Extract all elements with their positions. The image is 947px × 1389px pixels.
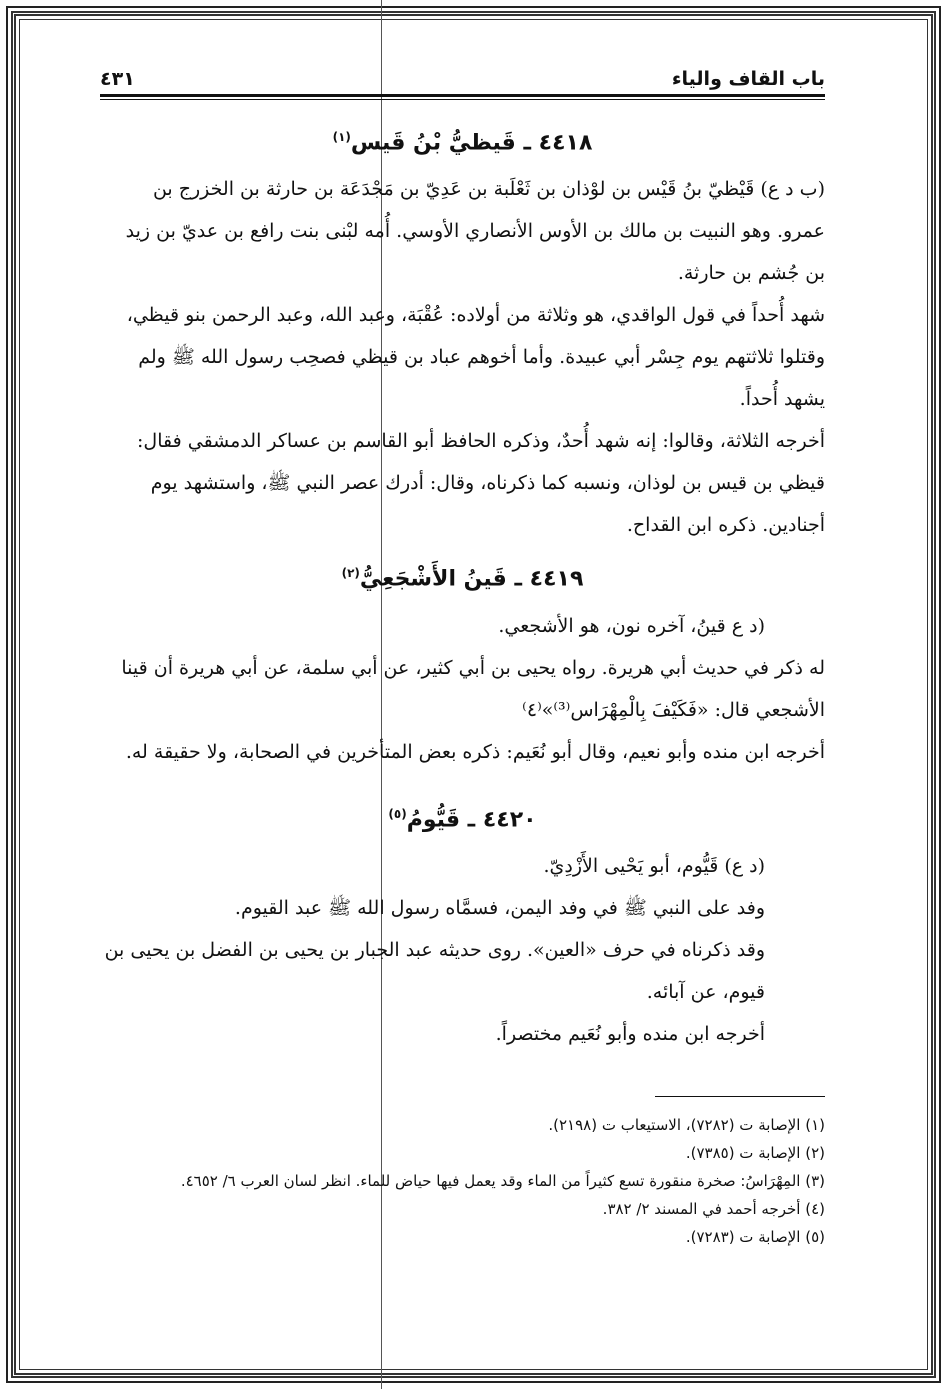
entry-paragraph: له ذكر في حديث أبي هريرة. رواه يحيى بن أبي كثير، عن أبي سلمة، عن أبي هريرة أن قينا الأشجعي قال: «فَكَيْفَ بِالْمِهْرَاس⁽³⁾»⁽٤⁾ <box>121 656 825 721</box>
chapter-title: باب القاف والياء <box>671 68 825 90</box>
page-content <box>100 50 825 1350</box>
footnote-ref: (٢) <box>341 566 360 581</box>
footnote-rule <box>655 1096 825 1097</box>
entry-title: ٤٤١٩ ـ قَينُ الأَشْجَعِيُّ$^{(٢)}$ <box>341 566 584 592</box>
entry-title: ٤٤١٨ ـ قَيظيُّ بْنُ قَيس$^{(١)}$ <box>332 130 593 156</box>
entry-paragraph: أخرجه ابن منده وأبو نعيم، وقال أبو نُعَيم: ذكره بعض المتأخرين في الصحابة، ولا حقيقة له. <box>125 740 825 763</box>
entry-paragraph: شهد أُحداً في قول الواقدي، هو وثلاثة من أولاده: عُقْبَة، وعبد الله، وعبد الرحمن بنو قيظي، وقتلوا ثلاثتهم يوم جِسْر أبي عبيدة. وأما أخوهم عباد بن قيظي فصحِب رسول الله ﷺ ولم يشهد أُحداً. <box>126 304 825 411</box>
entry-paragraph: (د ع) قَيُّوم، أبو يَحْيى الأَزْدِيّ. <box>543 854 765 877</box>
footnote: (٢) الإصابة ت (٧٣٨٥). <box>685 1144 825 1162</box>
entry-paragraph: (د ع قينُ، آخره نون، هو الأشجعي. <box>498 614 765 637</box>
footnote: (٣) المِهْرَاسُ: صخرة منقورة تسع كثيراً من الماء وقد يعمل فيها حياض للماء. انظر لسان العرب ٦/ ٤٦٥٢. <box>180 1172 825 1190</box>
entry-title: ٤٤٢٠ ـ قَيُّومُ$^{(٥)}$ <box>388 806 537 832</box>
entry-paragraph: وفد على النبي ﷺ في وفد اليمن، فسمَّاه رسول الله ﷺ عبد القيوم. <box>234 896 765 919</box>
footnote: (٤) أخرجه أحمد في المسند ٢/ ٣٨٢. <box>602 1200 825 1218</box>
footnote: (٥) الإصابة ت (٧٢٨٣). <box>685 1228 825 1246</box>
header-rule <box>100 94 825 97</box>
entry-paragraph: (ب د ع) قَيْظيّ بنُ قَيْس بن لوْذان بن ثَعْلَبة بن عَدِيّ بن مَجْدَعَة بن حارثة بن الخزرج بن عمرو. وهو النبيت بن مالك بن الأوس الأنصاري الأوسي. أُمه لبْنى بنت رافع بن عديّ بن زيد بن جُشم بن حارثة. <box>125 178 825 285</box>
main-text <box>100 110 825 1055</box>
footnotes <box>100 1096 825 1251</box>
entry-paragraph: أخرجه الثلاثة، وقالوا: إنه شهد أُحدٌ، وذكره الحافظ أبو القاسم بن عساكر الدمشقي فقال: قيظي بن قيس بن لوذان، ونسبه كما ذكرناه، وقال: أدرك عصر النبي ﷺ، واستشهد يوم أجنادين. ذكره ابن القداح. <box>137 430 825 537</box>
header-rule-thin <box>100 99 825 100</box>
page-header <box>100 50 825 90</box>
footnote-ref: (٥) <box>388 806 407 821</box>
footnote: (١) الإصابة ت (٧٢٨٢)، الاستيعاب ت (٢١٩٨). <box>548 1116 825 1134</box>
page-number: ٤٣١ <box>100 68 135 90</box>
entry-paragraph: أخرجه ابن منده وأبو نُعَيم مختصراً. <box>495 1022 765 1045</box>
entry-paragraph: وقد ذكرناه في حرف «العين». روى حديثه عبد الجبار بن يحيى بن الفضل بن يحيى بن قيوم، عن آبائه. <box>104 938 765 1003</box>
footnote-ref: (١) <box>332 130 351 144</box>
